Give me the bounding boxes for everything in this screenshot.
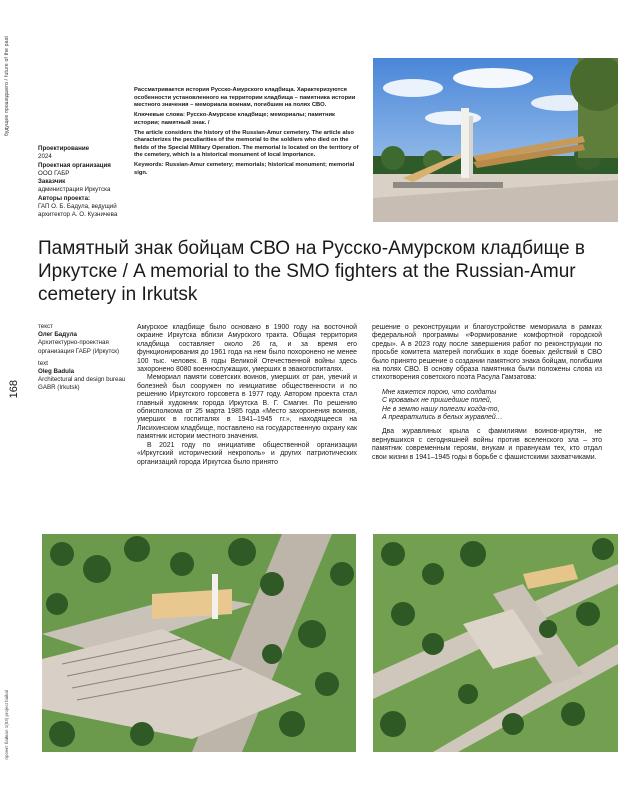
meta-design-label: Проектирование [38,145,90,152]
meta-client-value: администрация Иркутска [38,186,111,194]
poem-line: С кровавых не пришедшие полей, [382,397,492,405]
credits-org-ru: Архитектурно-проектная организация ГАБР (Иркутск) [38,339,120,355]
meta-authors-label: Авторы проекта: [38,194,91,202]
meta-client-label: Заказчик [38,178,66,186]
credits [38,323,130,393]
credits-text-label-ru: текст [38,323,53,330]
abstract-ru: Рассматривается история Русско-Амурского кладбища. Характеризуются особенности установленного на территории кладбища – памятника истории местного значения – мемориала воинам, погибшим на полях СВО. [134,87,356,108]
article-title: Памятный знак бойцам СВО на Русско-Амурском кладбище в Иркутске / A memorial to the SMO fighters at the Russian-Amur cemetery in Irkutsk [38,238,585,305]
abstract-en: The article considers the history of the Russian-Amur cemetery. The article also characterizes the peculiarities of the memorial to the soldiers who died on the fields of the Special Military Operation. The memorial is located on the territory of the cemetery, which is a historical monument of local importance. [134,129,359,158]
running-header: будущее прошедшего / future of the past [4,36,10,137]
paragraph: В 2021 году по инициативе общественной организации «Иркутский исторический некрополь» и других патриотических организаций города Иркутска было принято [137,441,357,466]
credits-author-ru: Олег Бадула [38,331,77,339]
project-meta [38,145,124,220]
meta-org-value: ООО ГАБР [38,169,70,177]
meta-org-label: Проектная организация [38,161,111,169]
keywords-en: Keywords: Russian-Amur cemetery; memorials; historical monument; memorial sign. [134,162,355,176]
memorial-render-photo [373,58,618,222]
poem-line: А превратились в белых журавлей… [382,414,503,422]
poem-line: Не в землю нашу полегли когда-то, [382,405,500,413]
poem-line: Мне кажется порою, что солдаты [382,388,497,396]
body-column-1 [137,324,357,467]
paragraph: Два журавлиных крыла с фамилиями воинов-иркутян, не вернувшихся с сегодняшней войны против вселенского зла – это памятник современным героям, внукам и правнукам тех, кто отдал свои жизни в 1941–1945 годы в борьбе с фашистскими захватчиками. [372,428,602,461]
aerial-render-left [42,534,356,752]
meta-authors-value: ГАП О. Б. Бадула, ведущий архитектор А. О. Кузничева [38,203,118,219]
credits-text-label-en: text [38,359,48,367]
paragraph: Мемориал памяти советских воинов, умерших от ран, увечий и болезней был сооружен по инициативе общественности и по решению Иркутского горсовета в 1977 году. Автором проекта стал главный художник города Иркутска В. Г. Смагин. По решению облисполкома от 25 марта 1985 года «Место захоронения воинов, умерших в госпиталях в 1941–1945 гг.», находящееся на Лисихинском кладбище, поставлено на государственную охрану как памятник истории местного значения. [137,374,357,441]
paragraph: Амурское кладбище было основано в 1900 году на восточной окраине Иркутска вблизи Амурского тракта. Общая территория кладбища составляет около 26 га, и за время его функционирования до 1961 года на нем было похоронено не менее 100 тыс. человек. В годы Великой Отечественной войны здесь захоронено 8080 военнослужащих, умерших в эвакогоспиталях. [137,324,357,374]
credits-author-en: Oleg Badula [38,368,75,376]
running-footer: проект байкал 1(83) project baikal [4,690,9,760]
abstract [134,87,360,180]
aerial-render-right [373,534,618,752]
meta-design-value: 2024 [38,153,52,161]
paragraph: решение о реконструкции и благоустройстве мемориала в рамках федеральной программы «Формирование комфортной городской среды». А в 2023 году после завершения работ по реконструкции по просьбе комитета матерей погибших в ходе боевых действий в СВО было принято решение о создании памятного знака бойцам, погибшим на полях СВО. В основу образа памятника были положены слова из стихотворения советского поэта Расула Гамзатова: [372,324,602,382]
page-number: 168 [8,380,20,399]
keywords-ru: Ключевые слова: Русско-Амурское кладбище; мемориалы; памятник истории; памятный знак. / [134,112,335,126]
credits-org-en: Architectural and design bureau GABR (Irkutsk) [38,376,126,392]
body-column-2 [372,324,602,462]
poem-quote [382,389,602,423]
